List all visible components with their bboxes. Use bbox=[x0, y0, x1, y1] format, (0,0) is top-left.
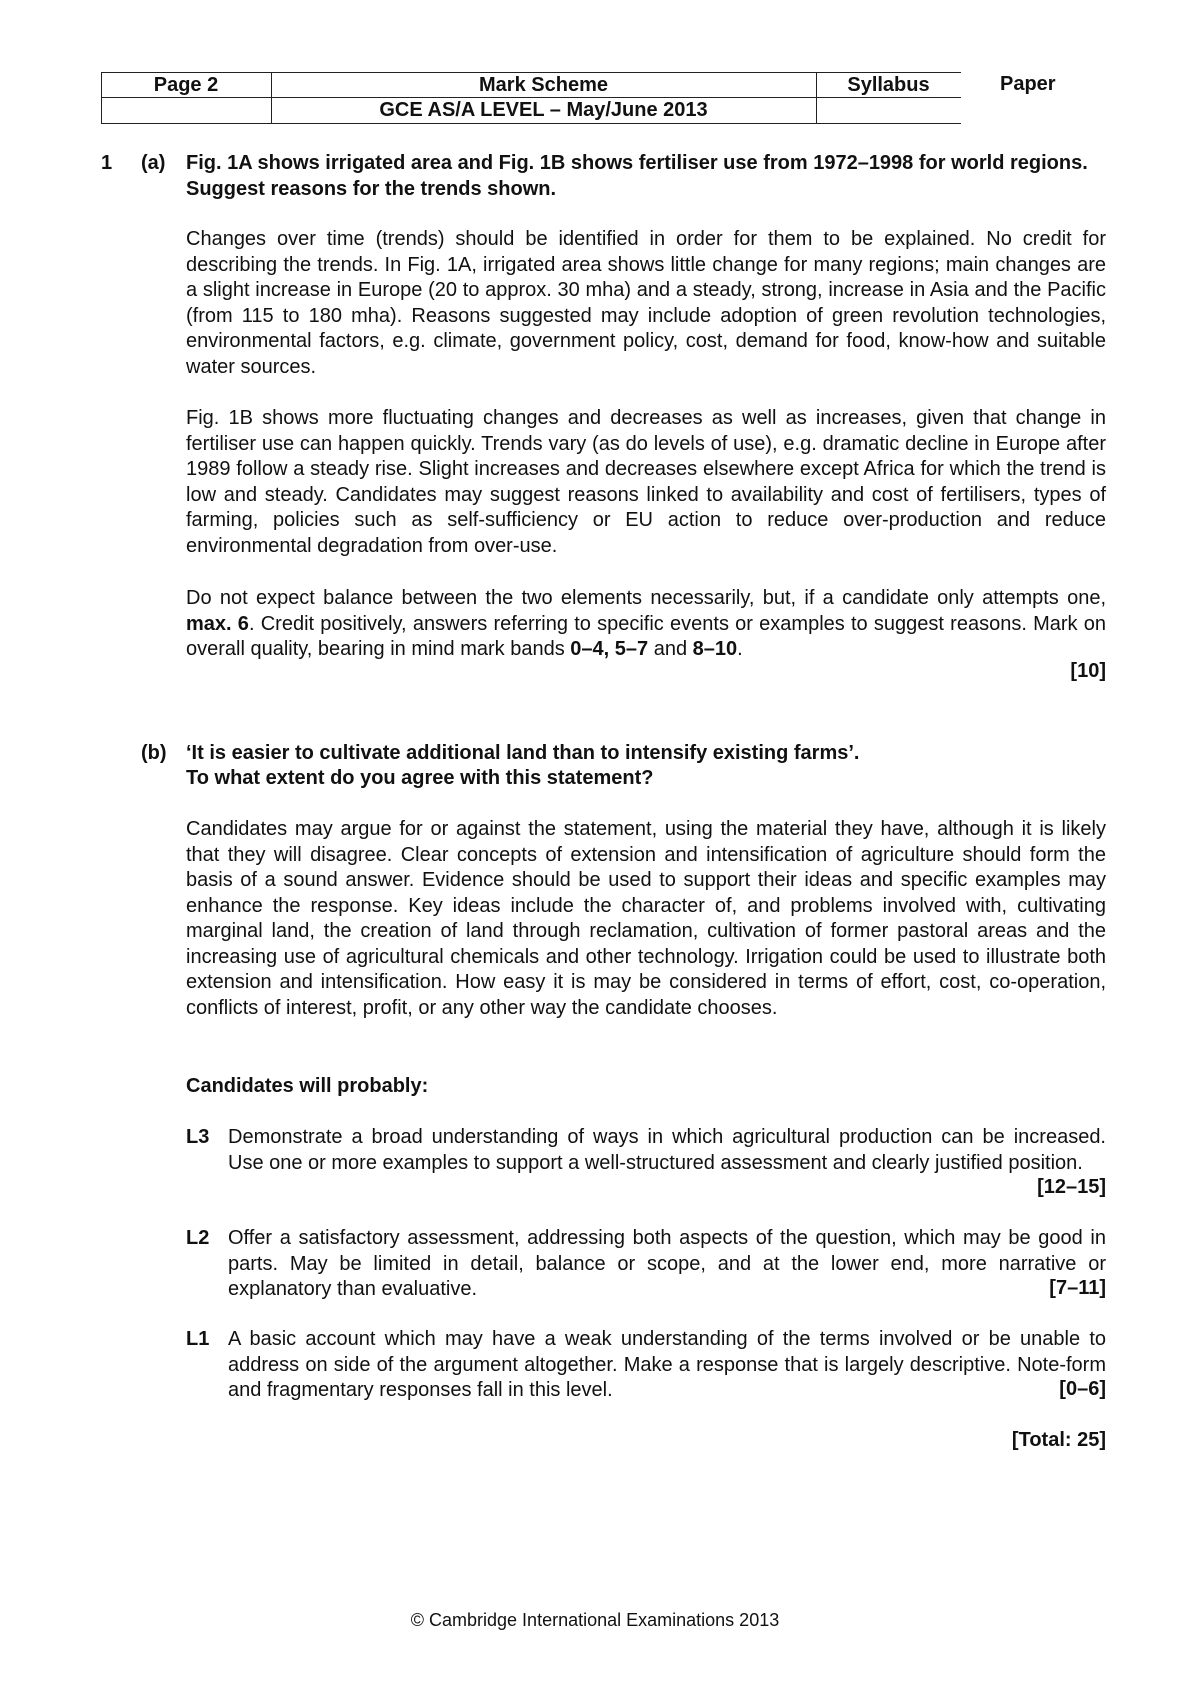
document-title: Mark Scheme bbox=[479, 74, 608, 96]
candidates-probably-heading: Candidates will probably: bbox=[186, 1075, 429, 1097]
level-marks-l3: [12–15] bbox=[1037, 1176, 1106, 1198]
level-text-l3: Demonstrate a broad understanding of ways in which agricultural production can be increased. Use one or more examples to support a well-structured assessment and clearly justified position. bbox=[228, 1126, 1106, 1174]
part-b-question-line1: ‘It is easier to cultivate additional land than to intensify existing farms’. bbox=[186, 742, 860, 764]
mark-bands-high: 8–10 bbox=[692, 638, 738, 660]
part-b-para-1: Candidates may argue for or against the statement, using the material they have, although it is likely that they will disagree. Clear concepts of extension and intensification of agriculture should form the basis of a sound answer. Evidence should be used to support their ideas and specific examples may enhance the response. Key ideas include the character of, and problems involved with, cultivating marginal land, the creation of land through reclamation, cultivation of former pastoral areas and the increasing use of agricultural chemicals and other technology. Irrigation could be used to illustrate both extension and intensification. How easy it is may be considered in terms of effort, cost, co-operation, conflicts of interest, profit, or any other way the candidate chooses. bbox=[186, 818, 1106, 1019]
paper-label: Paper bbox=[1000, 73, 1056, 95]
question-number: 1 bbox=[101, 152, 113, 174]
part-a-para-3 bbox=[186, 586, 1106, 663]
max-mark: max. 6 bbox=[186, 612, 249, 635]
header-rule-bottom bbox=[101, 123, 961, 124]
part-a-para-3-end: . bbox=[737, 638, 743, 660]
level-code-l1: L1 bbox=[186, 1328, 210, 1350]
level-text-l1: A basic account which may have a weak understanding of the terms involved or be unable to address on side of the argument altogether. Make a response that is largely descriptive. Note-form and fragmentary responses fall in this level. bbox=[228, 1328, 1106, 1401]
level-code-l3: L3 bbox=[186, 1126, 210, 1148]
syllabus-label: Syllabus bbox=[847, 74, 930, 96]
level-code-l2: L2 bbox=[186, 1227, 210, 1249]
level-text-l2: Offer a satisfactory assessment, addressing both aspects of the question, which may be good in parts. May be limited in detail, balance or scope, and at the lower end, more narrative or explanatory than evaluative. bbox=[228, 1227, 1106, 1300]
level-marks-l1: [0–6] bbox=[1059, 1378, 1106, 1400]
part-a-label: (a) bbox=[141, 152, 166, 174]
part-a-question: Fig. 1A shows irrigated area and Fig. 1B shows fertiliser use from 1972–1998 for world regions. Suggest reasons for the trends shown. bbox=[186, 152, 1088, 200]
part-b-label: (b) bbox=[141, 742, 167, 764]
part-a-para-3-text2: . Credit positively, answers referring to specific events or examples to suggest reasons. Mark on overall quality, bearing in mind mark bands bbox=[186, 612, 1107, 660]
part-a-para-3-text1: Do not expect balance between the two elements necessarily, but, if a candidate only attempts one, bbox=[186, 587, 1106, 609]
level-marks-l2: [7–11] bbox=[1049, 1277, 1106, 1299]
header-table bbox=[101, 72, 961, 124]
mark-bands-low: 0–4, 5–7 bbox=[570, 638, 649, 660]
copyright-footer: © Cambridge International Examinations 2013 bbox=[410, 1610, 780, 1630]
exam-title: GCE AS/A LEVEL – May/June 2013 bbox=[379, 99, 708, 121]
page-number: Page 2 bbox=[153, 74, 219, 96]
part-a-para-1: Changes over time (trends) should be identified in order for them to be explained. No credit for describing the trends. In Fig. 1A, irrigated area shows little change for many regions; main changes are a slight increase in Europe (20 to approx. 30 mha) and a steady, strong, increase in Asia and the Pacific (from 115 to 180 mha). Reasons suggested may include adoption of green revolution technologies, environmental factors, e.g. climate, government policy, cost, demand for food, know-how and suitable water sources. bbox=[186, 228, 1106, 378]
part-a-para-2: Fig. 1B shows more fluctuating changes and decreases as well as increases, given that change in fertiliser use can happen quickly. Trends vary (as do levels of use), e.g. dramatic decline in Europe after 1989 follow a steady rise. Slight increases and decreases elsewhere except Africa for which the trend is low and steady. Candidates may suggest reasons linked to availability and cost of fertilisers, types of farming, policies such as self-sufficiency or EU action to reduce over-production and reduce environmental degradation from over-use. bbox=[186, 407, 1106, 557]
total-marks: [Total: 25] bbox=[1011, 1429, 1106, 1451]
part-a-para-3-and: and bbox=[648, 638, 693, 660]
part-b-question-line2: To what extent do you agree with this statement? bbox=[186, 767, 654, 789]
part-a-marks: [10] bbox=[1070, 660, 1106, 682]
